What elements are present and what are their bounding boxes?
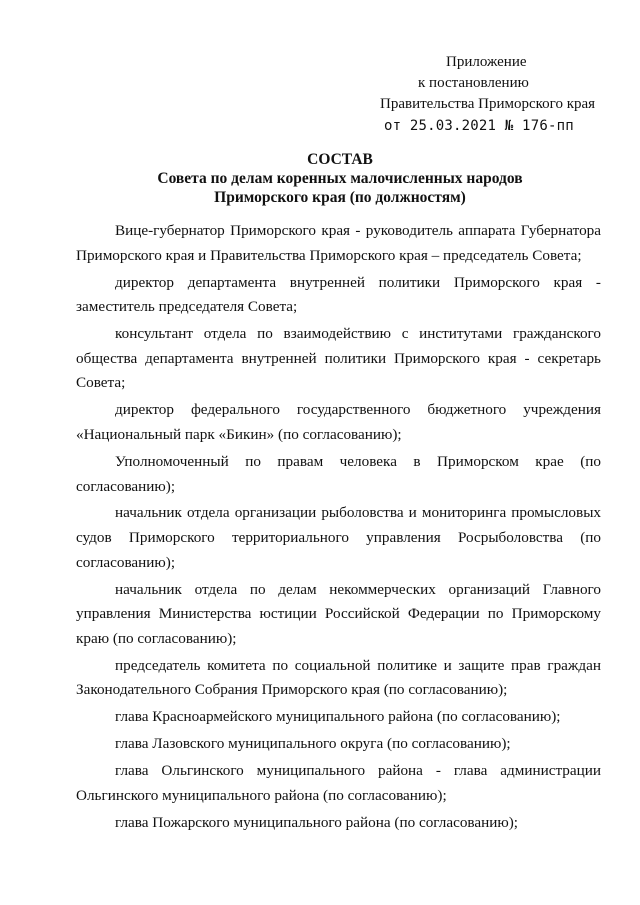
annex-title: Приложение xyxy=(446,54,527,70)
member-item: директор федерального государственного бюджетного учреждения «Национальный парк «Бикин» (по согласованию); xyxy=(76,401,601,443)
member-item: глава Красноармейского муниципального района (по согласованию); xyxy=(115,708,561,726)
annex-reference: к постановлению xyxy=(418,75,529,91)
member-item: начальник отдела по делам некоммерческих организаций Главного управления Министерства юстиции Российской Федерации по Приморскому краю (по согласованию); xyxy=(76,580,601,647)
annex-block xyxy=(380,52,610,137)
heading-title: СОСТАВ xyxy=(307,151,373,168)
heading-subtitle-1: Совета по делам коренных малочисленных народов xyxy=(157,170,523,187)
member-item: директор департамента внутренней политики Приморского края - заместитель председателя Совета; xyxy=(76,273,601,316)
member-item: консультант отдела по взаимодействию с институтами гражданского общества департамента внутренней политики Приморского края - секретарь Совета; xyxy=(76,325,601,392)
member-item: глава Ольгинского муниципального района - глава администрации Ольгинского муниципального района (по согласованию); xyxy=(76,762,601,804)
member-item: глава Лазовского муниципального округа (по согласованию); xyxy=(115,735,511,753)
member-item: председатель комитета по социальной политике и защите прав граждан Законодательного Собрания Приморского края (по согласованию); xyxy=(76,656,601,699)
document-heading xyxy=(0,150,640,207)
member-item: Вице-губернатор Приморского края - руководитель аппарата Губернатора Приморского края и Правительства Приморского края – председатель Совета; xyxy=(76,222,601,264)
member-item: Уполномоченный по правам человека в Приморском крае (по согласованию); xyxy=(76,452,601,495)
decree-stamp: от 25.03.2021 № 176-пп xyxy=(384,118,574,134)
member-item: начальник отдела организации рыболовства и мониторинга промысловых судов Приморского территориального управления Росрыболовства (по согласованию); xyxy=(76,504,601,571)
member-item: глава Пожарского муниципального района (по согласованию); xyxy=(115,813,518,831)
annex-government: Правительства Приморского края xyxy=(380,96,596,112)
heading-subtitle-2: Приморского края (по должностям) xyxy=(214,189,466,206)
members-list xyxy=(76,219,601,838)
